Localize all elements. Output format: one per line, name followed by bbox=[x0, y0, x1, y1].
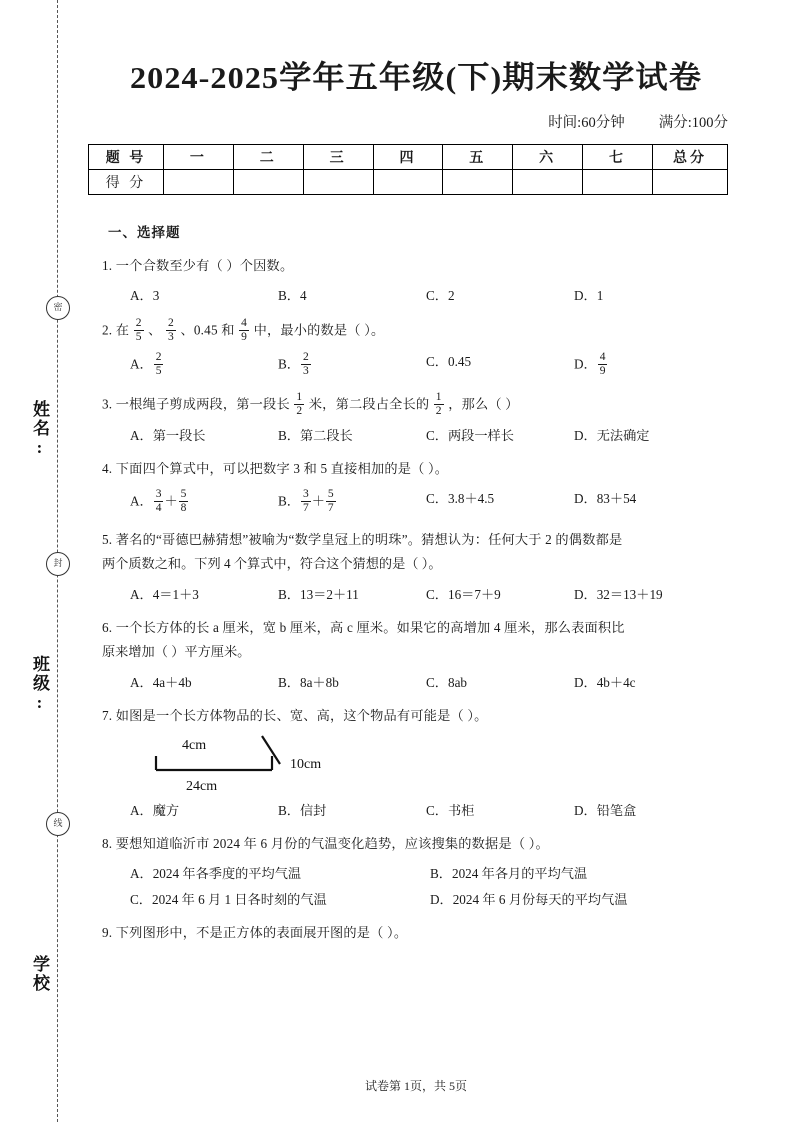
question-5 bbox=[102, 528, 746, 552]
question-8-option-d[interactable]: D．2024 年 6 月份每天的平均气温 bbox=[430, 892, 628, 908]
question-3-text-b: 米，第二段占全长的 bbox=[308, 396, 430, 412]
question-8 bbox=[102, 832, 746, 856]
question-4-number: 4. bbox=[102, 460, 113, 476]
question-7-option-b[interactable]: B．信封 bbox=[278, 802, 327, 818]
question-4-option-a[interactable]: A． $\frac{3}{4}$ ＋ $\frac{5}{8}$ bbox=[130, 488, 187, 514]
question-3-text-a: 一根绳子剪成两段，第一段长 bbox=[115, 396, 290, 412]
score-cell-total[interactable] bbox=[653, 170, 728, 195]
sidebar-label-name: 姓名: bbox=[30, 400, 49, 459]
score-table-col-7: 七 bbox=[583, 145, 653, 170]
question-5-option-b[interactable]: B．13＝2＋11 bbox=[278, 586, 359, 602]
question-8-option-c[interactable]: C．2024 年 6 月 1 日各时刻的气温 bbox=[130, 892, 327, 908]
score-cell-7[interactable] bbox=[583, 170, 653, 195]
question-8-option-a[interactable]: A．2024 年各季度的平均气温 bbox=[130, 866, 302, 882]
fraction-1-2-a: $\frac{1}{2}$ bbox=[296, 390, 303, 417]
question-6 bbox=[102, 616, 746, 640]
sidebar-label-school: 学校 bbox=[30, 955, 49, 993]
score-cell-1[interactable] bbox=[164, 170, 234, 195]
question-4-option-c[interactable]: C．3.8＋4.5 bbox=[426, 491, 495, 507]
seal-char-3: 线 bbox=[46, 812, 70, 836]
question-6-option-d[interactable]: D．4b＋4c bbox=[574, 674, 636, 690]
question-3-option-d[interactable]: D．无法确定 bbox=[574, 427, 650, 443]
question-7-option-a[interactable]: A．魔方 bbox=[130, 802, 180, 818]
score-table-col-1: 一 bbox=[164, 145, 234, 170]
question-2-text-d: 中，最小的数是（ ）。 bbox=[253, 323, 385, 339]
question-2-text-b: 、 bbox=[148, 323, 162, 339]
fraction-3-4: $\frac{3}{4}$ bbox=[155, 488, 162, 514]
question-1-option-d[interactable]: D．1 bbox=[574, 288, 604, 304]
score-table bbox=[88, 144, 728, 195]
score-table-col-2: 二 bbox=[233, 145, 303, 170]
question-6-option-c[interactable]: C．8ab bbox=[426, 674, 468, 690]
question-3-number: 3. bbox=[102, 396, 113, 412]
question-6-text-line1: 一个长方体的长 a 厘米，宽 b 厘米，高 c 厘米。如果它的高增加 4 厘米，那么表面积比 bbox=[115, 619, 625, 635]
question-6-option-a[interactable]: A．4a＋4b bbox=[130, 674, 192, 690]
rectangular-prism-diagram bbox=[144, 734, 394, 796]
score-table-value-row bbox=[89, 170, 728, 195]
question-1-text: 一个合数至少有（ ）个因数。 bbox=[115, 258, 294, 273]
time-label: 时间: bbox=[548, 115, 582, 131]
question-1-options bbox=[130, 285, 746, 304]
seal-char-1: 密 bbox=[46, 296, 70, 320]
question-2-text-c: 、0.45 和 bbox=[180, 323, 235, 339]
question-2-option-a[interactable]: A． $\frac{2}{5}$ bbox=[130, 351, 162, 378]
fullscore-label: 满分: bbox=[658, 115, 692, 131]
question-7-option-c[interactable]: C．书柜 bbox=[426, 802, 475, 818]
question-5-option-d[interactable]: D．32＝13＋19 bbox=[574, 586, 663, 602]
question-8-text: 要想知道临沂市 2024 年 6 月份的气温变化趋势，应该搜集的数据是（ ）。 bbox=[115, 835, 549, 851]
exam-page bbox=[86, 0, 746, 1122]
question-2-option-d[interactable]: D． $\frac{4}{9}$ bbox=[574, 351, 606, 378]
question-9-text: 下列图形中，不是正方体的表面展开图的是（ ）。 bbox=[115, 925, 408, 941]
question-7-text: 如图是一个长方体物品的长、宽、高，这个物品有可能是（ ）。 bbox=[115, 707, 488, 723]
score-table-header-row bbox=[89, 145, 728, 170]
question-7-figure bbox=[144, 734, 394, 796]
question-5-line2: 两个质数之和。下列 4 个算式中，符合这个猜想的是（ ）。 bbox=[102, 556, 442, 572]
fraction-5-7: $\frac{5}{7}$ bbox=[327, 488, 334, 514]
question-1-option-c[interactable]: C．2 bbox=[426, 288, 455, 304]
question-5-option-c[interactable]: C．16＝7＋9 bbox=[426, 586, 501, 602]
question-7-number: 7. bbox=[102, 707, 113, 723]
figure-label-10cm: 10cm bbox=[290, 756, 322, 772]
question-2-number: 2. bbox=[102, 323, 113, 339]
fraction-1-2-b: $\frac{1}{2}$ bbox=[435, 390, 442, 417]
question-3-option-c[interactable]: C．两段一样长 bbox=[426, 427, 514, 443]
question-3 bbox=[102, 391, 746, 418]
exam-meta bbox=[86, 111, 746, 132]
page-footer: 试卷第 1页，共 5页 bbox=[364, 1079, 467, 1093]
question-5-option-a[interactable]: A．4＝1＋3 bbox=[130, 586, 199, 602]
question-6-number: 6. bbox=[102, 619, 113, 635]
page-title: 2024-2025学年五年级(下)期末数学试卷 bbox=[130, 60, 702, 95]
question-8-option-b[interactable]: B．2024 年各月的平均气温 bbox=[430, 866, 588, 882]
question-5-options bbox=[130, 584, 746, 603]
figure-label-24cm: 24cm bbox=[186, 778, 218, 794]
question-2-options bbox=[130, 351, 746, 378]
question-6-option-b[interactable]: B．8a＋8b bbox=[278, 674, 339, 690]
question-8-number: 8. bbox=[102, 835, 113, 851]
time-value: 60分钟 bbox=[581, 115, 625, 131]
score-cell-6[interactable] bbox=[513, 170, 583, 195]
question-7-options bbox=[130, 800, 746, 819]
question-9 bbox=[102, 921, 746, 945]
fraction-2-3: $\frac{2}{3}$ bbox=[168, 317, 174, 344]
fraction-2-3-opt: $\frac{2}{3}$ bbox=[302, 351, 309, 378]
question-4-text: 下面四个算式中，可以把数字 3 和 5 直接相加的是（ ）。 bbox=[115, 460, 449, 476]
question-8-options-row2 bbox=[130, 889, 746, 908]
question-4 bbox=[102, 457, 746, 481]
question-3-text-c: ，那么（ ） bbox=[448, 396, 519, 412]
score-cell-5[interactable] bbox=[443, 170, 513, 195]
question-2-text-a: 在 bbox=[115, 323, 130, 339]
question-1-option-b[interactable]: B．4 bbox=[278, 288, 307, 304]
question-1-number: 1. bbox=[102, 258, 113, 273]
question-2 bbox=[102, 317, 746, 344]
question-9-number: 9. bbox=[102, 925, 113, 941]
question-2-option-b[interactable]: B． $\frac{2}{3}$ bbox=[278, 351, 309, 378]
fullscore-value: 100分 bbox=[691, 115, 728, 131]
section-heading-choice: 一、选择题 bbox=[108, 225, 181, 240]
score-table-row-head-2: 得 分 bbox=[89, 170, 164, 195]
question-3-option-a[interactable]: A．第一段长 bbox=[130, 427, 206, 443]
figure-label-4cm: 4cm bbox=[182, 737, 207, 753]
question-7 bbox=[102, 704, 746, 728]
question-6-options bbox=[130, 672, 746, 691]
question-4-options bbox=[130, 488, 746, 515]
question-6-line2: 原来增加（ ）平方厘米。 bbox=[102, 644, 251, 660]
score-cell-3[interactable] bbox=[303, 170, 373, 195]
score-table-col-3: 三 bbox=[303, 145, 373, 170]
score-cell-2[interactable] bbox=[233, 170, 303, 195]
question-4-option-d[interactable]: D．83＋54 bbox=[574, 491, 637, 507]
score-table-col-4: 四 bbox=[373, 145, 443, 170]
question-3-options bbox=[130, 425, 746, 444]
fraction-4-9-opt: $\frac{4}{9}$ bbox=[599, 351, 606, 378]
score-cell-4[interactable] bbox=[373, 170, 443, 195]
sidebar-label-class: 班级: bbox=[30, 655, 49, 714]
seal-char-2: 封 bbox=[46, 552, 70, 576]
fraction-5-8: $\frac{5}{8}$ bbox=[180, 488, 187, 514]
question-5-number: 5. bbox=[102, 531, 113, 547]
question-2-option-c[interactable]: C．0.45 bbox=[426, 354, 472, 370]
question-1-option-a[interactable]: A．3 bbox=[130, 288, 160, 304]
fraction-4-9: $\frac{4}{9}$ bbox=[241, 317, 248, 344]
question-5-text-line1: 著名的“哥德巴赫猜想”被喻为“数学皇冠上的明珠”。猜想认为：任何大于 2 的偶数都是 bbox=[115, 531, 623, 547]
fraction-2-5-opt: $\frac{2}{5}$ bbox=[155, 351, 162, 378]
question-1 bbox=[102, 254, 746, 278]
question-8-options-row1 bbox=[130, 863, 746, 882]
score-table-col-6: 六 bbox=[513, 145, 583, 170]
question-4-option-b[interactable]: B． $\frac{3}{7}$ ＋ $\frac{5}{7}$ bbox=[278, 488, 334, 514]
fraction-2-5: $\frac{2}{5}$ bbox=[135, 317, 142, 344]
score-table-col-5: 五 bbox=[443, 145, 513, 170]
question-7-option-d[interactable]: D．铅笔盒 bbox=[574, 802, 637, 818]
fraction-3-7: $\frac{3}{7}$ bbox=[302, 488, 309, 514]
score-table-col-total: 总分 bbox=[653, 145, 728, 170]
score-table-row-head-1: 题 号 bbox=[89, 145, 164, 170]
question-3-option-b[interactable]: B．第二段长 bbox=[278, 427, 353, 443]
